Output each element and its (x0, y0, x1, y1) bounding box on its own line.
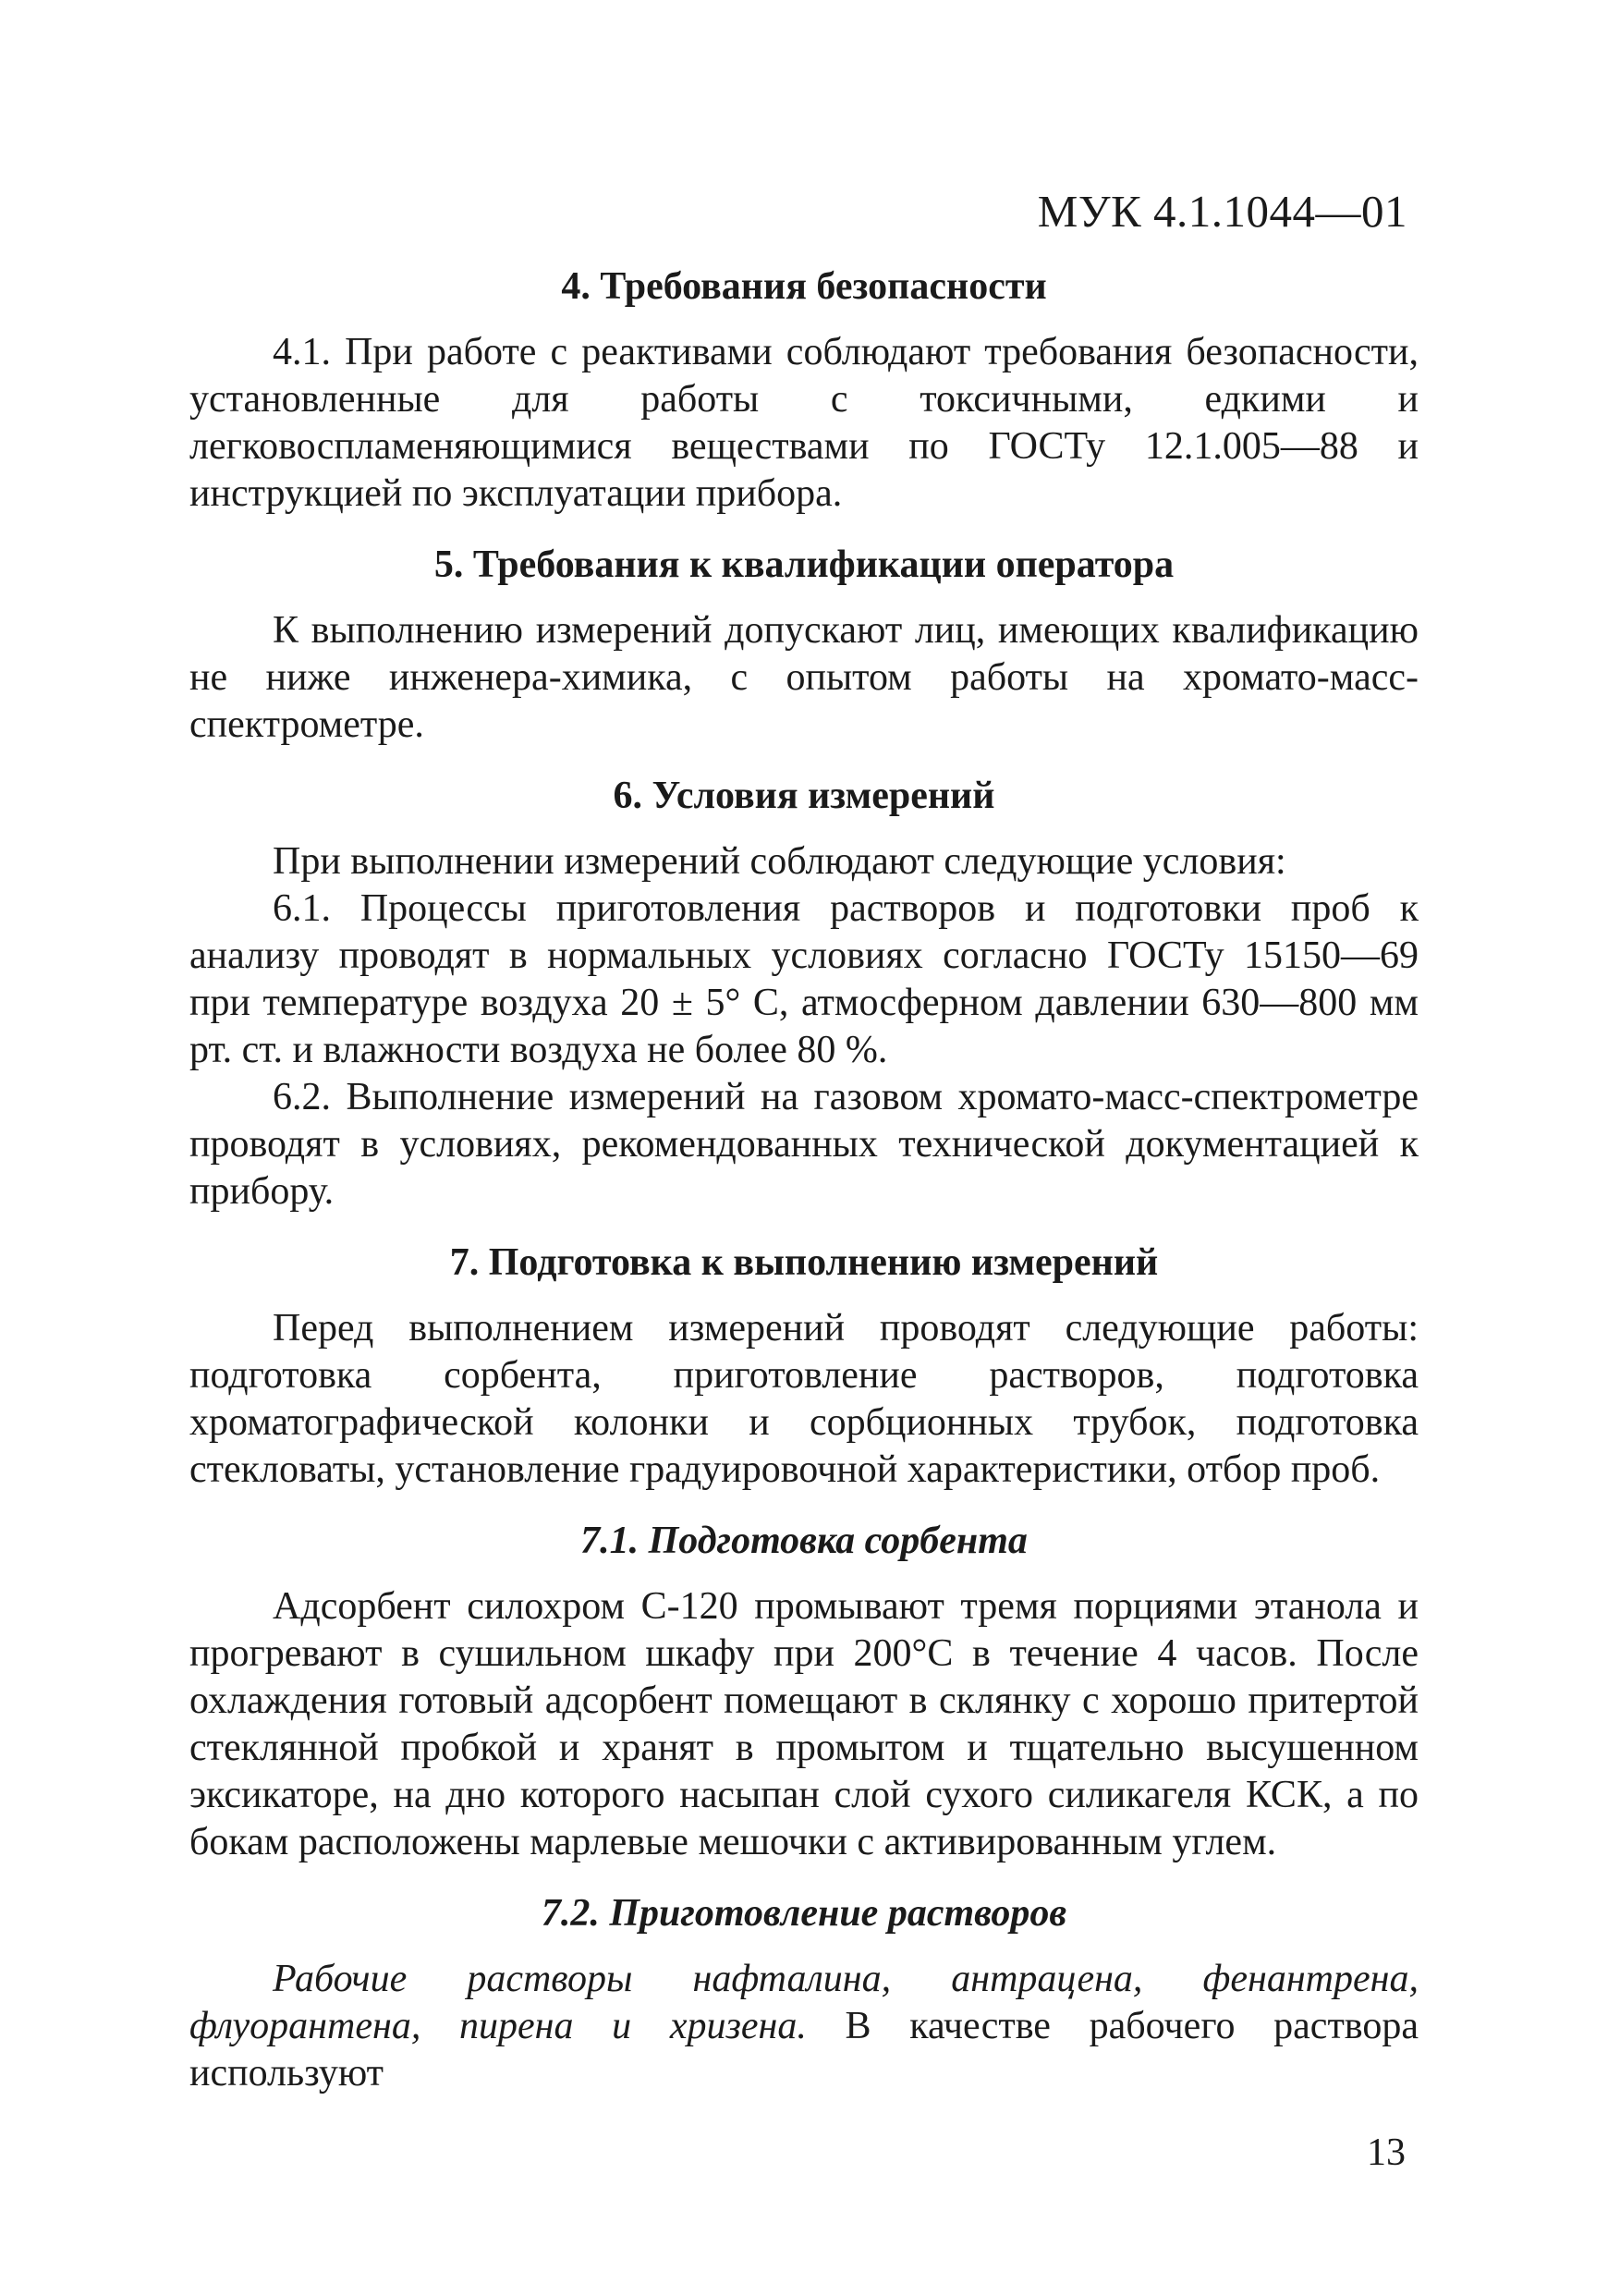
working-solutions-text: В качестве рабочего раствора используют (189, 2005, 1419, 2094)
section-6-heading: 6. Условия измерений (613, 775, 995, 817)
section-6-intro: При выполнении измерений соблюдают следующие условия: (273, 840, 1286, 883)
section-5-paragraph: К выполнению измерений допускают лиц, имеющих квалификацию не ниже инженера-химика, с опытом работы на хромато-масс-спектрометре. (189, 609, 1419, 746)
subsection-7-2-paragraph (189, 1956, 1419, 2097)
working-solutions-phrase: Рабочие растворы нафталина, антрацена, фенантрена, флуорантена, пирена и хризена. (189, 1958, 1419, 2047)
section-7-heading: 7. Подготовка к выполнению измерений (449, 1241, 1159, 1284)
section-7-paragraph: Перед выполнением измерений проводят следующие работы: подготовка сорбента, приготовление растворов, подготовка хроматографической колонки и сорбционных трубок, подготовка стекловаты, установление градуировочной характеристики, отбор проб. (189, 1307, 1419, 1491)
section-4-paragraph: 4.1. При работе с реактивами соблюдают требования безопасности, установленные для работы с токсичными, едкими и легковоспламеняющимися веществами по ГОСТу 12.1.005—88 и инструкцией по эксплуатации прибора. (189, 331, 1419, 515)
section-4-heading: 4. Требования безопасности (561, 265, 1047, 308)
section-6-1-paragraph: 6.1. Процессы приготовления растворов и подготовки проб к анализу проводят в нормальных условиях согласно ГОСТу 15150—69 при температуре воздуха 20 ± 5° С, атмосферном давлении 630—800 мм рт. ст. и влажности воздуха не более 80 %. (189, 887, 1419, 1071)
subsection-7-2-heading: 7.2. Приготовление растворов (541, 1892, 1067, 1935)
page-number: 13 (1367, 2131, 1406, 2174)
section-6-2-paragraph: 6.2. Выполнение измерений на газовом хромато-масс-спектрометре проводят в условиях, рекомендованных технической документацией к прибору. (189, 1076, 1419, 1213)
subsection-7-1-paragraph: Адсорбент силохром С-120 промывают тремя порциями этанола и прогревают в сушильном шкафу при 200°С в течение 4 часов. После охлаждения готовый адсорбент помещают в склянку с хорошо притертой стеклянной пробкой и хранят в промытом и тщательно высушенном эксикаторе, на дно которого насыпан слой сухого силикагеля КСК, а по бокам расположены марлевые мешочки с активированным углем. (189, 1585, 1419, 1863)
document-code: МУК 4.1.1044—01 (1037, 186, 1407, 237)
section-5-heading: 5. Требования к квалификации оператора (433, 543, 1175, 586)
page-body (189, 263, 1419, 2097)
subsection-7-1-heading: 7.1. Подготовка сорбента (580, 1520, 1028, 1562)
